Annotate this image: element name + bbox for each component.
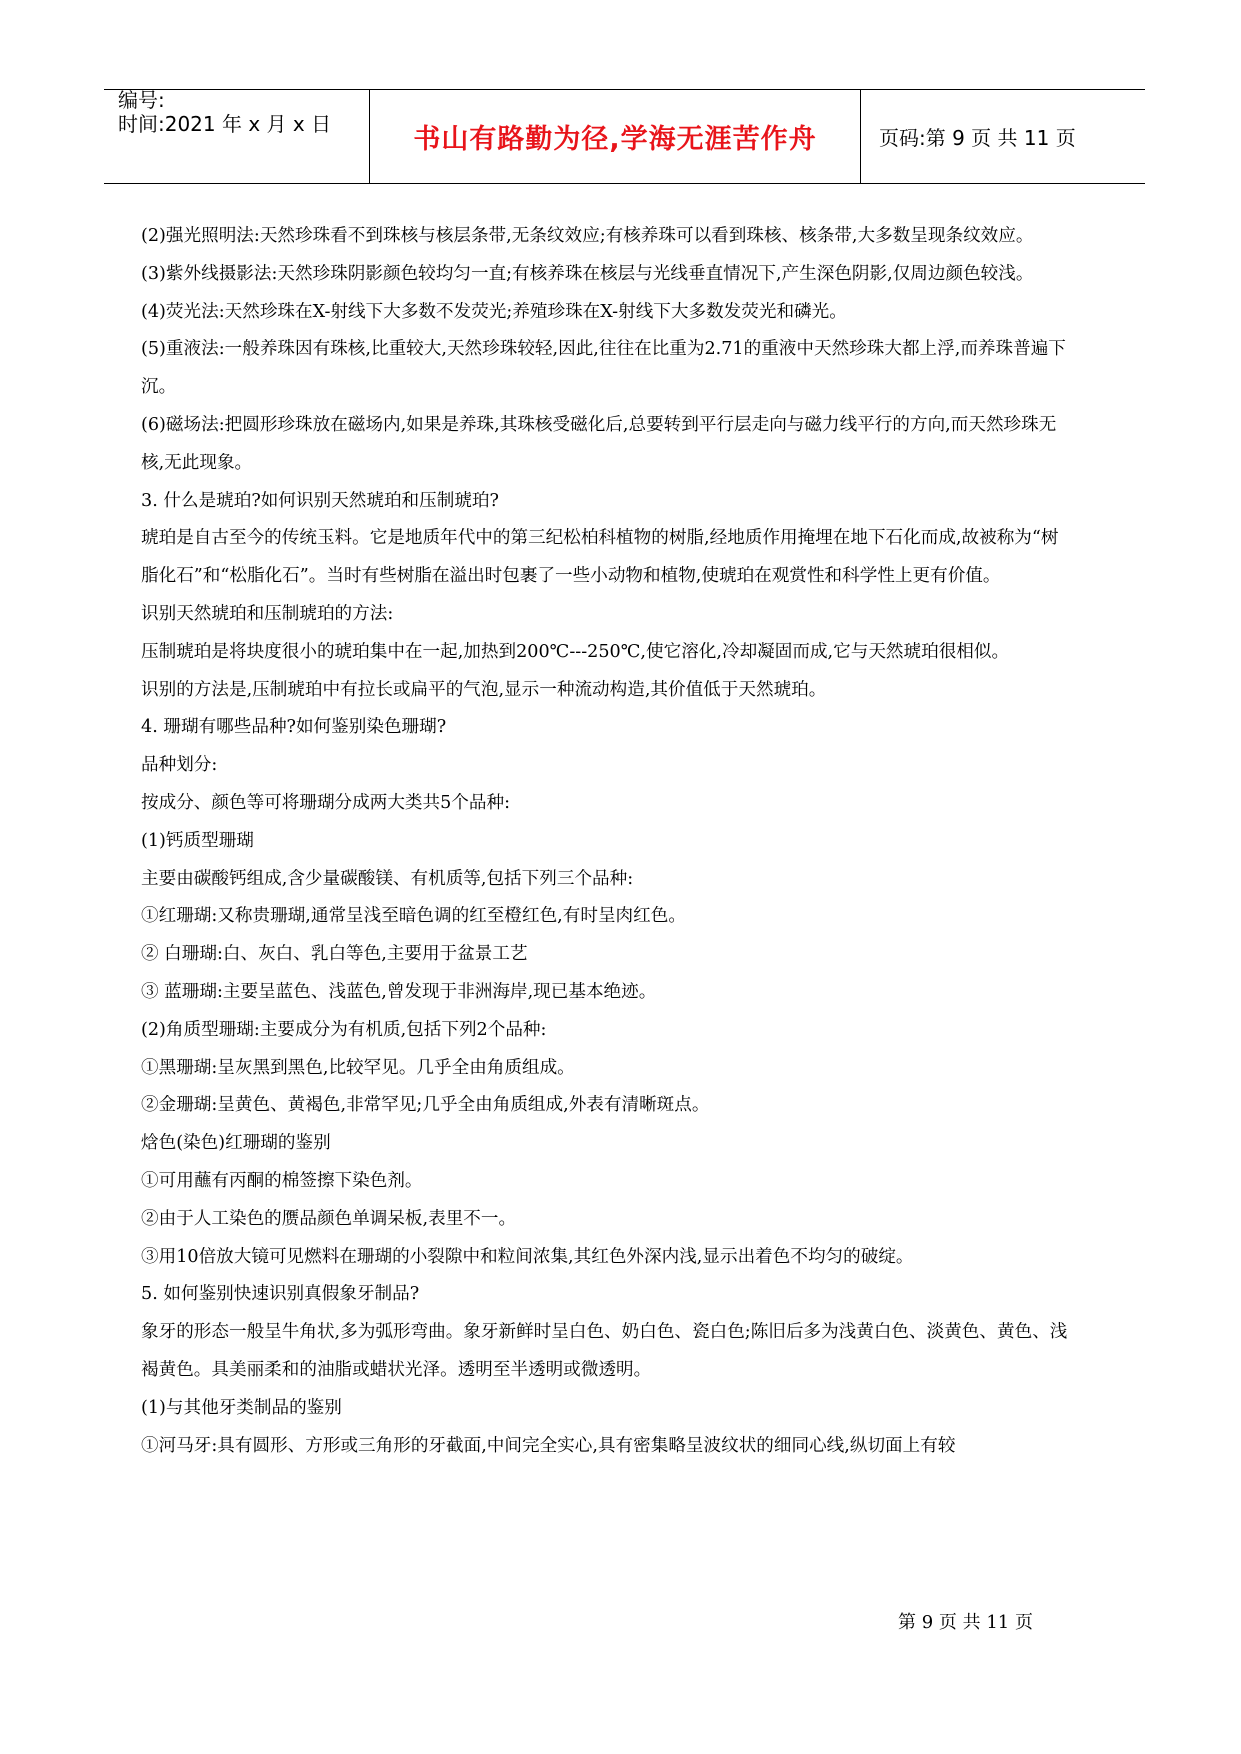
paragraph: ①黑珊瑚:呈灰黑到黑色,比较罕见。几乎全由角质组成。 (141, 1057, 575, 1078)
paragraph: ①可用蘸有丙酮的棉签擦下染色剂。 (141, 1170, 423, 1191)
paragraph: 琥珀是自古至今的传统玉料。它是地质年代中的第三纪松柏科植物的树脂,经地质作用掩埋在地下石化而成,故被称为“树脂化石”和“松脂化石”。当时有些树脂在溢出时包裹了一些小动物和植物,使琥珀在观赏性和科学性上更有价值。 (141, 528, 1059, 587)
paragraph: (4)荧光法:天然珍珠在X-射线下大多数不发荧光;养殖珍珠在X-射线下大多数发荧光和磷光。 (141, 301, 847, 322)
page-footer: 第 9 页 共 11 页 (898, 1612, 1033, 1633)
page-header (104, 89, 1145, 184)
paragraph: 按成分、颜色等可将珊瑚分成两大类共5个品种: (141, 792, 510, 813)
paragraph: ② 白珊瑚:白、灰白、乳白等色,主要用于盆景工艺 (141, 944, 528, 965)
paragraph: ①红珊瑚:又称贵珊瑚,通常呈浅至暗色调的红至橙红色,有时呈肉红色。 (141, 906, 686, 927)
paragraph: 识别天然琥珀和压制琥珀的方法: (141, 603, 394, 624)
paragraph: 焓色(染色)红珊瑚的鉴别 (141, 1133, 331, 1154)
paragraph: ③ 蓝珊瑚:主要呈蓝色、浅蓝色,曾发现于非洲海岸,现已基本绝迹。 (141, 981, 657, 1002)
paragraph: (3)紫外线摄影法:天然珍珠阴影颜色较均匀一直;有核养珠在核层与光线垂直情况下,产生深色阴影,仅周边颜色较浅。 (141, 263, 1034, 284)
header-page-cell (861, 90, 1145, 183)
paragraph: 压制琥珀是将块度很小的琥珀集中在一起,加热到200℃---250℃,使它溶化,冷却凝固而成,它与天然琥珀很相似。 (141, 641, 1010, 662)
section-heading: 4. 珊瑚有哪些品种?如何鉴别染色珊瑚? (141, 717, 447, 738)
number-label: 编号: (118, 88, 165, 112)
paragraph: (6)磁场法:把圆形珍珠放在磁场内,如果是养珠,其珠核受磁化后,总要转到平行层走向与磁力线平行的方向,而天然珍珠无核,无此现象。 (141, 414, 1057, 473)
time-label: 时间:2021 年 x 月 x 日 (118, 112, 332, 136)
paragraph: 主要由碳酸钙组成,含少量碳酸镁、有机质等,包括下列三个品种: (141, 868, 634, 889)
paragraph: (1)钙质型珊瑚 (141, 830, 254, 851)
section-heading: 5. 如何鉴别快速识别真假象牙制品? (141, 1284, 420, 1305)
paragraph: ②金珊瑚:呈黄色、黄褐色,非常罕见;几乎全由角质组成,外表有清晰斑点。 (141, 1095, 710, 1116)
paragraph: ③用10倍放大镜可见燃料在珊瑚的小裂隙中和粒间浓集,其红色外深内浅,显示出着色不均匀的破绽。 (141, 1246, 914, 1267)
motto-text: 书山有路勤为径,学海无涯苦作舟 (413, 124, 817, 155)
header-left-cell (104, 90, 369, 183)
paragraph: (5)重液法:一般养珠因有珠核,比重较大,天然珍珠较轻,因此,往往在比重为2.71的重液中天然珍珠大都上浮,而养珠普遍下沉。 (141, 339, 1066, 398)
paragraph: (2)强光照明法:天然珍珠看不到珠核与核层条带,无条纹效应;有核养珠可以看到珠核、核条带,大多数呈现条纹效应。 (141, 226, 1034, 246)
paragraph: ①河马牙:具有圆形、方形或三角形的牙截面,中间完全实心,具有密集略呈波纹状的细同心线,纵切面上有较 (141, 1435, 956, 1456)
header-motto-cell (369, 90, 861, 183)
paragraph: 识别的方法是,压制琥珀中有拉长或扁平的气泡,显示一种流动构造,其价值低于天然琥珀。 (141, 679, 827, 700)
section-heading: 3. 什么是琥珀?如何识别天然琥珀和压制琥珀? (141, 490, 499, 511)
paragraph: (1)与其他牙类制品的鉴别 (141, 1397, 342, 1418)
paragraph: 象牙的形态一般呈牛角状,多为弧形弯曲。象牙新鲜时呈白色、奶白色、瓷白色;陈旧后多为浅黄白色、淡黄色、黄色、浅褐黄色。具美丽柔和的油脂或蜡状光泽。透明至半透明或微透明。 (141, 1322, 1068, 1380)
page-info: 页码:第 9 页 共 11 页 (879, 126, 1076, 150)
document-body (141, 218, 1071, 1465)
paragraph: ②由于人工染色的赝品颜色单调呆板,表里不一。 (141, 1208, 517, 1229)
paragraph: (2)角质型珊瑚:主要成分为有机质,包括下列2个品种: (141, 1019, 547, 1040)
paragraph: 品种划分: (141, 755, 218, 776)
